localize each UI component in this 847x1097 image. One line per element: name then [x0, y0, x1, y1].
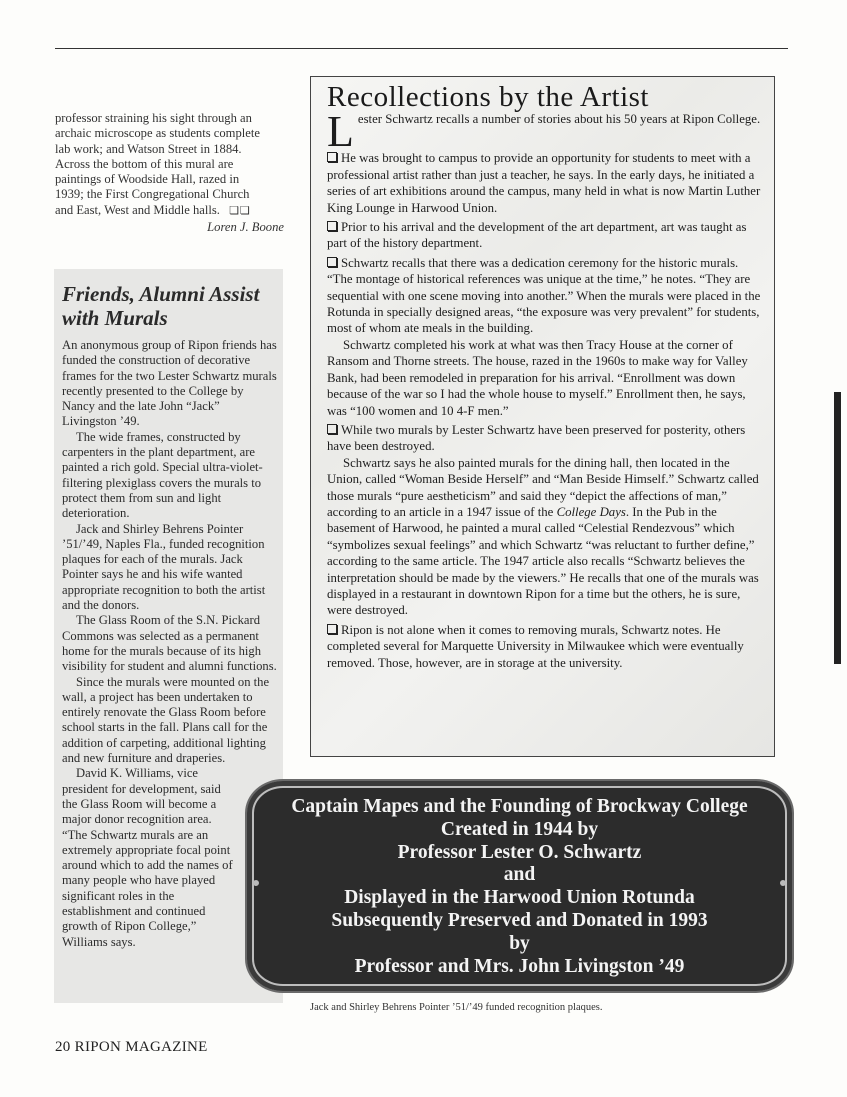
sidebar-paragraph: The wide frames, constructed by carpenters in the plant department, are painted a rich gold. Special ultra-violet-filtering plexiglass covers the murals to protect them from sun and light deterioration.	[62, 429, 263, 521]
bullet-box-icon	[327, 257, 337, 267]
sidebar-paragraph: The Glass Room of the S.N. Pickard Commons was selected as a permanent home for the murals because of its high visibility for student and alumni functions.	[62, 613, 277, 674]
recollection-paragraph	[327, 455, 766, 619]
carry-line: lab work; and Watson Street in 1884.	[55, 141, 242, 156]
p6-end: . In the Pub in the basement of Harwood, he painted a mural called “Celestial Rendezvous” which “symbolizes sexual feelings” and which Schwartz “was reluctant to further define,” according to the same article. The 1947 article also recalls “Schwartz believes the interpretation should be made by the viewers.” He recalls that one of the murals was displayed in a restaurant in downtown Ripon for a time but the others, he is sure, were destroyed.	[327, 504, 759, 618]
p6-start: Schwartz says he also painted murals for the dining hall, then located in the Union, called “Woman Beside Herself” and “Man Beside Himself.” Schwartz called those murals “pure aestheticism” and said they “depict the affections of man,” according to an article in a 1947 issue of the	[327, 455, 759, 519]
plaque-line: by	[509, 932, 530, 954]
recollection-paragraph: Schwartz completed his work at what was then Tracy House at the corner of Ransom and Thorne streets. The house, razed in the 1960s to make way for Valley Bank, had been remodeled in preparation for his arrival. “Enrollment was down because of the war so I had the whole house to myself.” Enrollment then, he says, was “100 women and 10 4-F men.”	[327, 337, 748, 418]
end-mark-icon: ❏❏	[229, 204, 251, 217]
carry-line: archaic microscope as students complete	[55, 126, 260, 141]
plaque-caption: Jack and Shirley Behrens Pointer ’51/’49 funded recognition plaques.	[310, 1002, 603, 1013]
carry-line: paintings of Woodside Hall, razed in	[55, 172, 240, 187]
plaque-line: Created in 1944 by	[440, 818, 599, 840]
top-rule	[55, 48, 788, 49]
plaque-line: Professor and Mrs. John Livingston ’49	[354, 955, 685, 977]
plaque-line: and	[503, 864, 536, 886]
bullet-box-icon	[327, 424, 337, 434]
publication-name: College Days	[556, 504, 626, 519]
carry-over-text	[55, 111, 284, 235]
plaque-line: Displayed in the Harwood Union Rotunda	[344, 887, 695, 909]
drop-cap: L	[327, 107, 354, 157]
recollection-paragraph: Prior to his arrival and the development of the art department, art was taught as part of the history department.	[327, 220, 747, 251]
plaque-line: Subsequently Preserved and Donated in 1993	[331, 909, 708, 931]
recollection-paragraph: He was brought to campus to provide an opportunity for students to meet with a professional artist rather than just a teacher, he says. In the early days, he initiated a series of art exhibitions around the campus, many held in what is now Martin Luther King Lounge in Harwood Union.	[327, 151, 761, 215]
plaque-line: Captain Mapes and the Founding of Brockway College	[291, 796, 748, 817]
recollections-box	[310, 76, 775, 757]
sidebar-paragraph: Jack and Shirley Behrens Pointer ’51/’49, Naples Fla., funded recognition plaques for each of the murals. Jack Pointer says he and his wife wanted appropriate recognition to both the artist and the donors.	[62, 521, 266, 613]
recollection-paragraph: Ripon is not alone when it comes to removing murals, Schwartz notes. He completed several for Marquette University in Milwaukee which were eventually removed. Those, however, are in storage at the university.	[327, 622, 744, 670]
page-footer: 20 RIPON MAGAZINE	[55, 1039, 208, 1055]
intro-text: ester Schwartz recalls a number of stories about his 50 years at Ripon College.	[357, 112, 761, 127]
recognition-plaque	[245, 779, 794, 993]
recollection-paragraph: Schwartz recalls that there was a dedication ceremony for the historic murals. “The montage of historical references was unique at the time,” he notes. “They are sequential with one scene moving into another.” When the murals were placed in the Rotunda in specially designed areas, “the exposure was very prevalent” for students, most of whom ate meals in the building.	[327, 255, 761, 336]
sidebar-paragraph: David K. Williams, vice president for development, said the Glass Room will become a major donor recognition area. “The Schwartz murals are an extremely appropriate focal point around which to add the names of many people who have played significant roles in the establishment and continued growth of Ripon College,” Williams says.	[62, 766, 233, 949]
recollection-paragraph: While two murals by Lester Schwartz have been preserved for posterity, others have been destroyed.	[327, 422, 746, 454]
recollections-title: Recollections by the Artist	[327, 81, 649, 113]
page-edge-tab	[834, 392, 841, 664]
carry-line: 1939; the First Congregational Church	[55, 187, 250, 202]
bullet-box-icon	[327, 624, 337, 634]
byline: Loren J. Boone	[207, 220, 284, 235]
carry-line: professor straining his sight through an	[55, 111, 252, 125]
bullet-box-icon	[327, 221, 337, 231]
carry-line: and East, West and Middle halls.	[55, 202, 220, 217]
bullet-box-icon	[327, 152, 337, 162]
plaque-line: Professor Lester O. Schwartz	[397, 841, 642, 863]
sidebar-paragraph: Since the murals were mounted on the wall, a project has been undertaken to entirely renovate the Glass Room before school starts in the fall. Plans call for the addition of carpeting, additional lighting and new furniture and draperies.	[62, 674, 270, 766]
sidebar-paragraph: An anonymous group of Ripon friends has funded the construction of decorative frames for the two Lester Schwartz murals recently presented to the College by Nancy and the late John “Jack” Livingston ’49.	[62, 338, 277, 429]
sidebar-title: Friends, Alumni Assist with Murals	[62, 282, 260, 330]
carry-line: Across the bottom of this mural are	[55, 156, 234, 171]
